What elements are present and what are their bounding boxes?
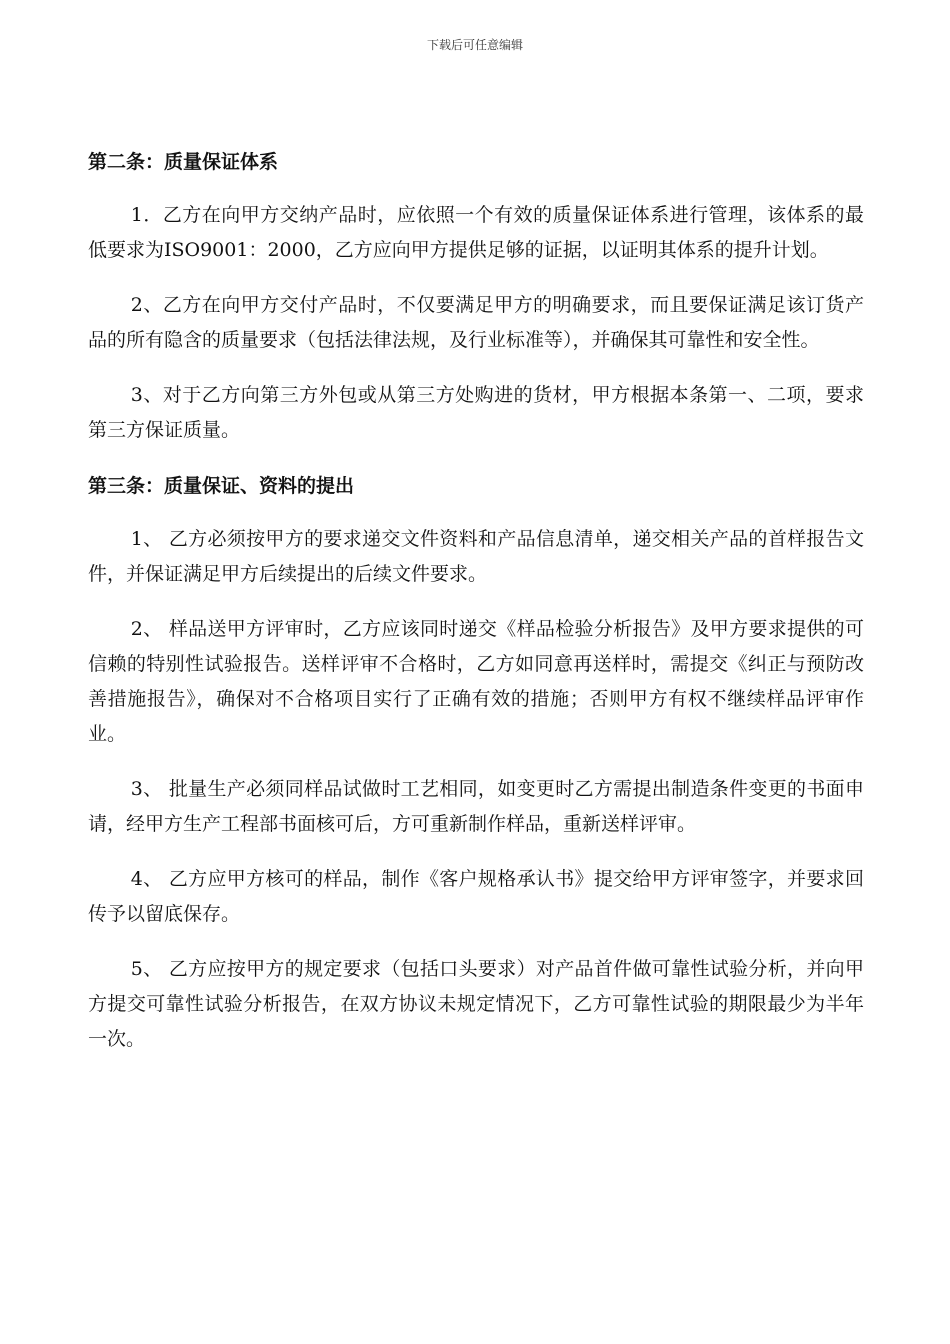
paragraph-article-2-item-3: 3、对于乙方向第三方外包或从第三方处购进的货材，甲方根据本条第一、二项，要求第三方保证质量。 — [88, 384, 864, 441]
paragraph-article-3-item-2: 2、 样品送甲方评审时，乙方应该同时递交《样品检验分析报告》及甲方要求提供的可信赖的特别性试验报告。送样评审不合格时，乙方如同意再送样时，需提交《纠正与预防改善措施报告》，确保对不合格项目实行了正确有效的措施；否则甲方有权不继续样品评审作业。 — [88, 618, 864, 745]
page-header: 下载后可任意编辑 — [426, 38, 523, 52]
paragraph-article-2-item-2: 2、乙方在向甲方交付产品时，不仅要满足甲方的明确要求，而且要保证满足该订货产品的所有隐含的质量要求（包括法律法规，及行业标准等），并确保其可靠性和安全性。 — [88, 294, 864, 351]
paragraph-article-3-item-1: 1、 乙方必须按甲方的要求递交文件资料和产品信息清单，递交相关产品的首样报告文件，并保证满足甲方后续提出的后续文件要求。 — [88, 528, 864, 585]
section-heading-article-3: 第三条：质量保证、资料的提出 — [88, 475, 355, 497]
document-body — [88, 146, 864, 1077]
paragraph-article-2-item-1: 1．乙方在向甲方交纳产品时，应依照一个有效的质量保证体系进行管理，该体系的最低要求为ISO9001：2000，乙方应向甲方提供足够的证据，以证明其体系的提升计划。 — [88, 204, 864, 261]
section-heading-article-2: 第二条：质量保证体系 — [88, 151, 279, 173]
paragraph-article-3-item-3: 3、 批量生产必须同样品试做时工艺相同，如变更时乙方需提出制造条件变更的书面申请，经甲方生产工程部书面核可后，方可重新制作样品，重新送样评审。 — [88, 778, 864, 835]
paragraph-article-3-item-4: 4、 乙方应甲方核可的样品，制作《客户规格承认书》提交给甲方评审签字，并要求回传予以留底保存。 — [88, 868, 864, 925]
paragraph-article-3-item-5: 5、 乙方应按甲方的规定要求（包括口头要求）对产品首件做可靠性试验分析，并向甲方提交可靠性试验分析报告，在双方协议未规定情况下，乙方可靠性试验的期限最少为半年一次。 — [88, 958, 864, 1050]
